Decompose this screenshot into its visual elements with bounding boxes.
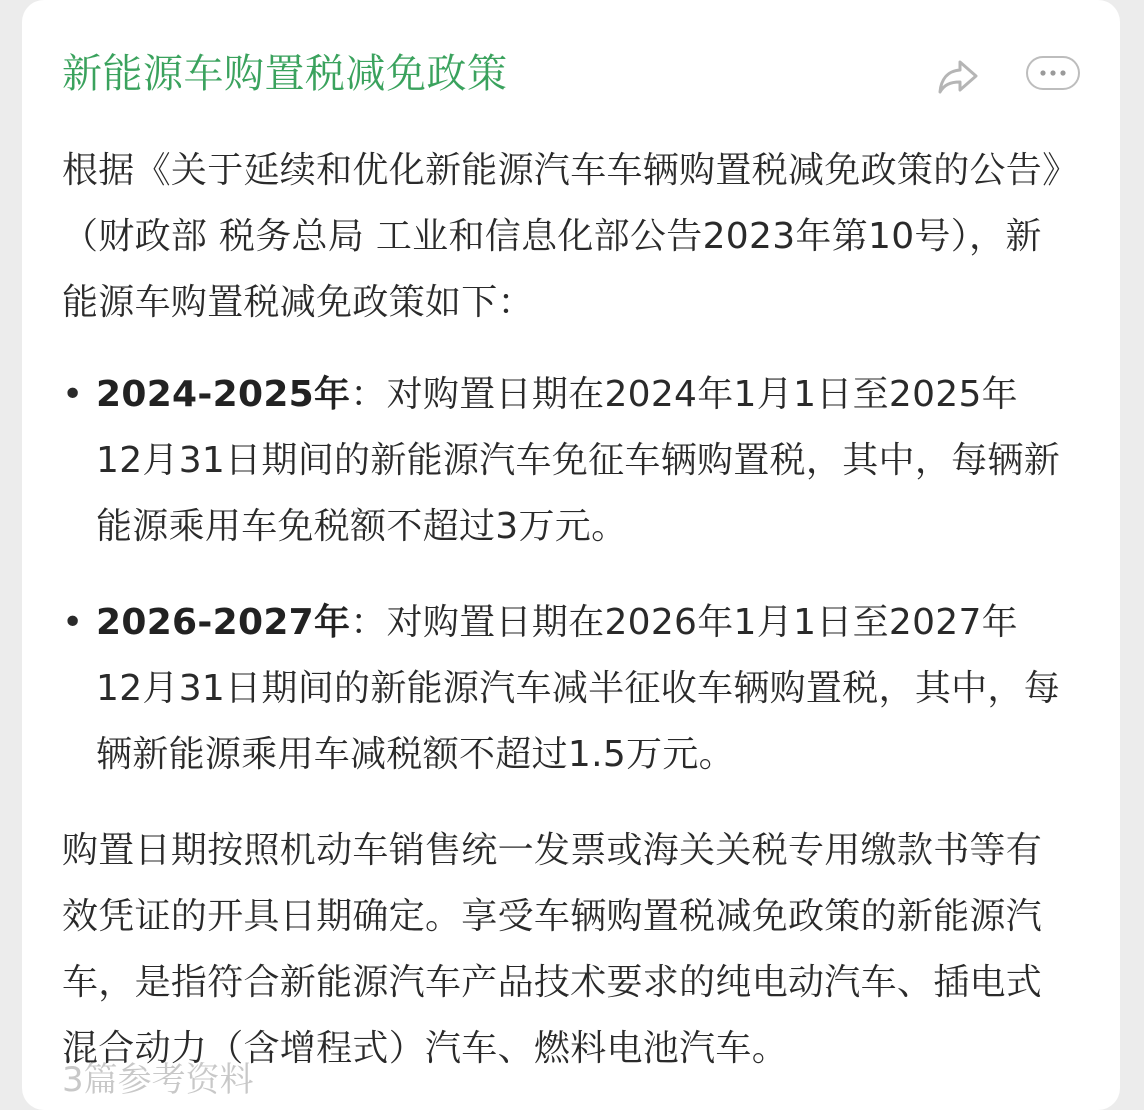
bullet-icon: • — [62, 374, 84, 415]
share-button[interactable] — [934, 52, 982, 100]
more-options-button[interactable] — [1026, 56, 1080, 90]
references-link[interactable]: 3篇参考资料 — [62, 1060, 254, 1100]
bullet-icon: • — [62, 602, 84, 643]
intro-paragraph: 根据《关于延续和优化新能源汽车车辆购置税减免政策的公告》（财政部 税务总局 工业和信息化部公告2023年第10号），新能源车购置税减免政策如下： — [62, 150, 1061, 323]
answer-body — [62, 138, 1062, 1108]
more-horizontal-icon — [1028, 58, 1078, 88]
policy-list — [62, 362, 1062, 788]
answer-card — [22, 0, 1120, 1110]
list-item — [62, 590, 1062, 788]
card-header — [62, 44, 1090, 108]
share-icon — [934, 52, 982, 100]
policy-period: 2026-2027年 — [96, 602, 351, 643]
policy-text: ：对购置日期在2024年1月1日至2025年12月31日期间的新能源汽车免征车辆购置税，其中，每辆新能源乘用车免税额不超过3万元。 — [96, 374, 1061, 547]
closing-paragraph: 购置日期按照机动车销售统一发票或海关关税专用缴款书等有效凭证的开具日期确定。享受车辆购置税减免政策的新能源汽车，是指符合新能源汽车产品技术要求的纯电动汽车、插电式混合动力（含增程式）汽车、燃料电池汽车。 — [62, 830, 1043, 1069]
policy-text: ：对购置日期在2026年1月1日至2027年12月31日期间的新能源汽车减半征收车辆购置税，其中，每辆新能源乘用车减税额不超过1.5万元。 — [96, 602, 1061, 775]
policy-period: 2024-2025年 — [96, 374, 351, 415]
card-title: 新能源车购置税减免政策 — [62, 51, 508, 97]
list-item — [62, 362, 1062, 560]
